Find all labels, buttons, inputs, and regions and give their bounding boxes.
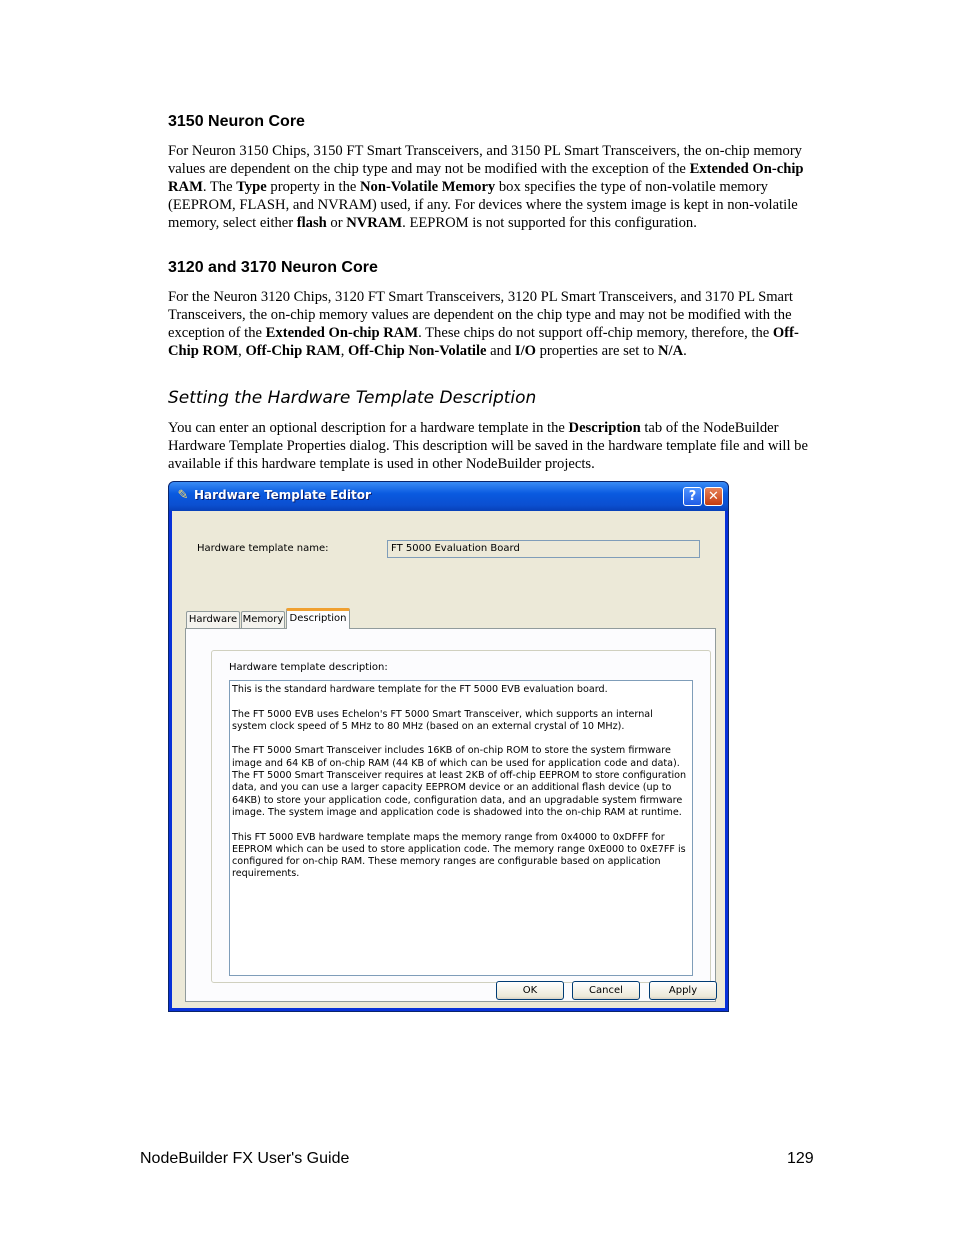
description-textarea[interactable]: [229, 680, 693, 976]
description-paragraph: The FT 5000 Smart Transceiver includes 16KB of on-chip ROM to store the system firmware image and 64 KB of on-chip RAM (44 KB of which can be used for application code and data). The FT 5000 Smart Transceiver requires at least 2KB of off-chip EEPROM to store configuration data, and you can use a larger capacity EEPROM device or an additional flash device (up to 64KB) to store your application code, configuration data, and an upgradable system firmware image. The system image and application code is shadowed into the on-chip RAM at runtime.: [232, 745, 687, 818]
description-group: [211, 650, 711, 983]
footer-guide-title: NodeBuilder FX User's Guide: [140, 1150, 350, 1167]
description-tab-panel: [185, 628, 716, 1002]
template-name-field[interactable]: FT 5000 Evaluation Board: [387, 540, 700, 558]
tab-description[interactable]: Description: [286, 608, 350, 629]
template-name-label: Hardware template name:: [197, 543, 329, 554]
pencil-icon: ✎: [177, 488, 189, 503]
tab-hardware[interactable]: Hardware: [186, 611, 240, 628]
tab-memory[interactable]: Memory: [241, 611, 285, 628]
paragraph-3120-3170: For the Neuron 3120 Chips, 3120 FT Smart Transceivers, 3120 PL Smart Transceivers, and 3170 PL Smart Transceivers, the on-chip memory values are dependent on the chip type and may not be modified with the exception of the Extended On-chip RAM. These chips do not support off-chip memory, therefore, the Off-Chip ROM, Off-Chip RAM, Off-Chip Non-Volatile and I/O properties are set to N/A.: [168, 289, 799, 359]
paragraph-template-description: You can enter an optional description for a hardware template in the Description tab of the NodeBuilder Hardware Template Properties dialog. This description will be saved in the hardware template file and will be available if this hardware template is used in other NodeBuilder projects.: [168, 420, 808, 472]
heading-template-description: Setting the Hardware Template Description: [168, 388, 537, 408]
heading-3120-3170: 3120 and 3170 Neuron Core: [168, 259, 378, 276]
apply-button[interactable]: Apply: [649, 981, 717, 1000]
dialog-title: Hardware Template Editor: [194, 488, 371, 502]
description-paragraph: The FT 5000 EVB uses Echelon's FT 5000 Smart Transceiver, which supports an internal system clock speed of 5 MHz to 80 MHz (based on an external crystal of 10 MHz).: [232, 708, 653, 732]
description-label: Hardware template description:: [229, 662, 388, 673]
description-paragraph: This is the standard hardware template for the FT 5000 EVB evaluation board.: [232, 684, 608, 695]
description-paragraph: This FT 5000 EVB hardware template maps the memory range from 0x4000 to 0xDFFF for EEPROM which can be used to store application code. The memory range 0xE000 to 0xE7FF is configured for on-chip RAM. These memory ranges are configurable based on application requirements.: [232, 831, 686, 880]
footer-page-number: 129: [787, 1150, 814, 1167]
help-button[interactable]: ?: [683, 487, 702, 506]
cancel-button[interactable]: Cancel: [572, 981, 640, 1000]
heading-3150: 3150 Neuron Core: [168, 113, 305, 130]
hardware-template-editor-dialog: [168, 481, 729, 1012]
dialog-client-area: [172, 511, 725, 1008]
close-button[interactable]: ✕: [704, 487, 723, 506]
dialog-titlebar[interactable]: [169, 482, 728, 511]
paragraph-3150: For Neuron 3150 Chips, 3150 FT Smart Transceivers, and 3150 PL Smart Transceivers, the on-chip memory values are dependent on the chip type and may not be modified with the exception of the Extended On-chip RAM. The Type property in the Non-Volatile Memory box specifies the type of non-volatile memory (EEPROM, FLASH, and NVRAM) used, if any. For devices where the system image is kept in non-volatile memory, select either flash or NVRAM. EEPROM is not supported for this configuration.: [168, 143, 804, 231]
ok-button[interactable]: OK: [496, 981, 564, 1000]
